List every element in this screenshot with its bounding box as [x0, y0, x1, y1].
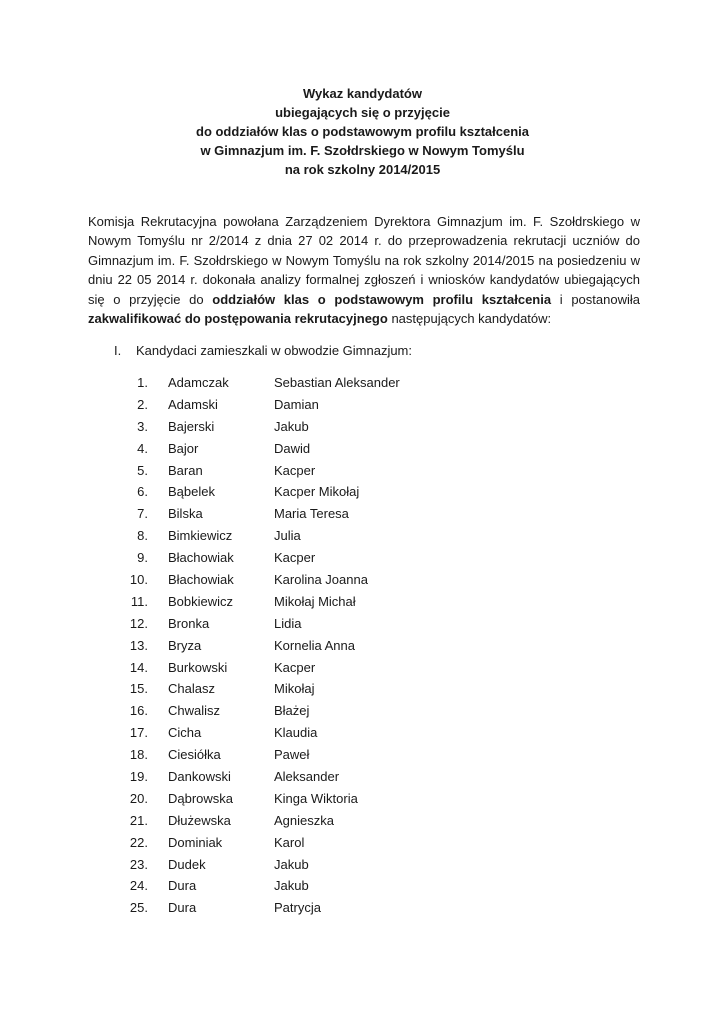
candidate-given-names: Julia: [274, 528, 301, 544]
intro-text-2: i postanowiła: [559, 291, 640, 307]
candidate-given-names: Kacper: [274, 462, 316, 478]
title-line-5: na rok szkolny 2014/2015: [284, 162, 441, 177]
title-line-4: w Gimnazjum im. F. Szołdrskiego w Nowym Tomyślu: [200, 143, 525, 158]
section-heading: [114, 341, 412, 360]
candidate-row: [0, 461, 725, 483]
candidate-number: 21.: [129, 812, 148, 828]
candidate-number: 5.: [137, 462, 148, 478]
candidate-surname: Chwalisz: [168, 703, 221, 719]
candidate-surname: Dłużewska: [168, 812, 231, 828]
candidate-number: 19.: [129, 769, 148, 785]
candidate-row: [0, 439, 725, 461]
candidate-number: 9.: [137, 550, 148, 566]
candidate-number: 17.: [129, 725, 148, 741]
document-title: [0, 84, 725, 179]
candidate-given-names: Sebastian Aleksander: [274, 375, 400, 390]
candidate-surname: Bilska: [168, 506, 203, 522]
candidate-given-names: Kacper: [274, 659, 316, 675]
candidate-surname: Bryza: [168, 637, 202, 653]
candidate-surname: Dudek: [168, 856, 206, 872]
candidate-surname: Dura: [168, 878, 197, 894]
candidate-number: 4.: [137, 440, 148, 456]
candidate-number: 24.: [129, 878, 148, 894]
candidate-given-names: Aleksander: [274, 769, 340, 785]
candidate-row: [0, 614, 725, 636]
candidate-surname: Błachowiak: [168, 572, 234, 588]
candidate-row: [0, 526, 725, 548]
candidate-surname: Burkowski: [168, 659, 228, 675]
candidate-given-names: Karolina Joanna: [274, 572, 368, 588]
candidate-row: [0, 504, 725, 526]
intro-bold-2: zakwalifikować do postępowania rekrutacyjnego: [88, 311, 388, 327]
candidate-number: 23.: [129, 856, 148, 872]
candidate-surname: Dąbrowska: [168, 790, 234, 806]
candidate-given-names: Damian: [274, 396, 319, 412]
candidate-row: [0, 417, 725, 439]
candidate-given-names: Dawid: [274, 440, 311, 456]
candidate-row: [0, 701, 725, 723]
candidate-number: 25.: [129, 900, 148, 916]
candidate-surname: Bimkiewicz: [168, 528, 233, 544]
candidate-given-names: Lidia: [274, 615, 302, 631]
candidate-surname: Cicha: [168, 725, 202, 741]
candidate-number: 18.: [129, 747, 148, 763]
title-line-2: ubiegających się o przyjęcie: [275, 105, 450, 120]
candidate-surname: Baran: [168, 462, 203, 478]
candidate-surname: Adamski: [168, 396, 218, 412]
candidate-number: 13.: [129, 637, 148, 653]
candidate-given-names: Kornelia Anna: [274, 637, 355, 653]
candidate-number: 12.: [129, 615, 148, 631]
intro-paragraph: [88, 212, 640, 328]
title-line-3: do oddziałów klas o podstawowym profilu kształcenia: [196, 124, 529, 139]
candidate-given-names: Jakub: [274, 878, 309, 894]
candidate-number: 22.: [129, 834, 148, 850]
candidate-row: [0, 679, 725, 701]
candidate-row: [0, 833, 725, 855]
candidate-number: 16.: [129, 703, 148, 719]
candidate-row: [0, 855, 725, 877]
candidate-given-names: Klaudia: [274, 725, 318, 741]
candidate-given-names: Jakub: [274, 418, 309, 434]
candidate-number: 7.: [137, 506, 148, 522]
candidate-surname: Adamczak: [168, 375, 229, 390]
candidate-surname: Dura: [168, 900, 197, 916]
candidate-number: 2.: [137, 396, 148, 412]
candidate-row: [0, 482, 725, 504]
candidate-row: [0, 395, 725, 417]
candidate-number: 15.: [129, 681, 148, 697]
candidate-row: [0, 811, 725, 833]
candidate-surname: Bronka: [168, 615, 210, 631]
candidate-row: [0, 876, 725, 898]
intro-text-1: Komisja Rekrutacyjna powołana Zarządzeniem Dyrektora Gimnazjum im. F. Szołdrskiego w Nowym Tomyślu nr 2/2014 z dnia 27 02 2014 r. do przeprowadzenia rekrutacji uczniów do Gimnazjum im. F. Szołdrskiego w Nowym Tomyślu na rok szkolny 2014/2015 na posiedzeniu w dniu 22 05 2014 r. dokonała analizy formalnej zgłoszeń i wniosków kandydatów ubiegających się o przyjęcie do: [88, 214, 640, 307]
candidate-number: 14.: [129, 659, 148, 675]
candidate-row: [0, 767, 725, 789]
candidate-surname: Ciesiółka: [168, 747, 221, 763]
candidate-row: [0, 789, 725, 811]
candidate-number: 8.: [137, 528, 148, 544]
candidate-given-names: Maria Teresa: [274, 506, 349, 522]
candidate-row: [0, 898, 725, 920]
candidate-given-names: Kinga Wiktoria: [274, 790, 358, 806]
intro-text-3: następujących kandydatów:: [391, 311, 552, 327]
candidate-row: [0, 570, 725, 592]
candidate-number: 11.: [130, 593, 148, 609]
candidate-row: [0, 745, 725, 767]
candidate-surname: Dominiak: [168, 834, 223, 850]
candidate-number: 20.: [129, 790, 148, 806]
candidate-number: 10.: [129, 572, 148, 588]
candidate-row: [0, 373, 725, 395]
candidate-given-names: Jakub: [274, 856, 309, 872]
candidate-given-names: Karol: [274, 834, 305, 850]
candidate-surname: Bąbelek: [168, 484, 215, 500]
candidate-given-names: Kacper Mikołaj: [274, 484, 360, 500]
section-label: Kandydaci zamieszkali w obwodzie Gimnazjum:: [136, 343, 413, 358]
candidate-surname: Bobkiewicz: [168, 593, 234, 609]
section-numeral: I.: [114, 343, 122, 358]
candidate-row: [0, 658, 725, 680]
candidate-row: [0, 592, 725, 614]
candidate-surname: Dankowski: [168, 769, 231, 785]
candidate-surname: Bajor: [168, 440, 199, 456]
candidate-given-names: Patrycja: [274, 900, 321, 916]
candidate-row: [0, 723, 725, 745]
candidate-given-names: Błażej: [274, 703, 310, 719]
candidate-row: [0, 636, 725, 658]
candidate-number: 6.: [137, 484, 148, 500]
candidate-given-names: Agnieszka: [274, 812, 334, 828]
candidate-number: 1.: [137, 375, 148, 390]
candidate-list: [0, 373, 725, 920]
candidate-surname: Błachowiak: [168, 550, 234, 566]
candidate-given-names: Paweł: [274, 747, 310, 763]
candidate-given-names: Kacper: [274, 550, 316, 566]
candidate-given-names: Mikołaj: [274, 681, 315, 697]
candidate-surname: Bajerski: [168, 418, 215, 434]
title-line-1: Wykaz kandydatów: [303, 86, 422, 101]
intro-bold-1: oddziałów klas o podstawowym profilu kształcenia: [212, 291, 552, 307]
candidate-number: 3.: [137, 418, 148, 434]
candidate-row: [0, 548, 725, 570]
candidate-given-names: Mikołaj Michał: [274, 593, 356, 609]
candidate-surname: Chalasz: [168, 681, 215, 697]
